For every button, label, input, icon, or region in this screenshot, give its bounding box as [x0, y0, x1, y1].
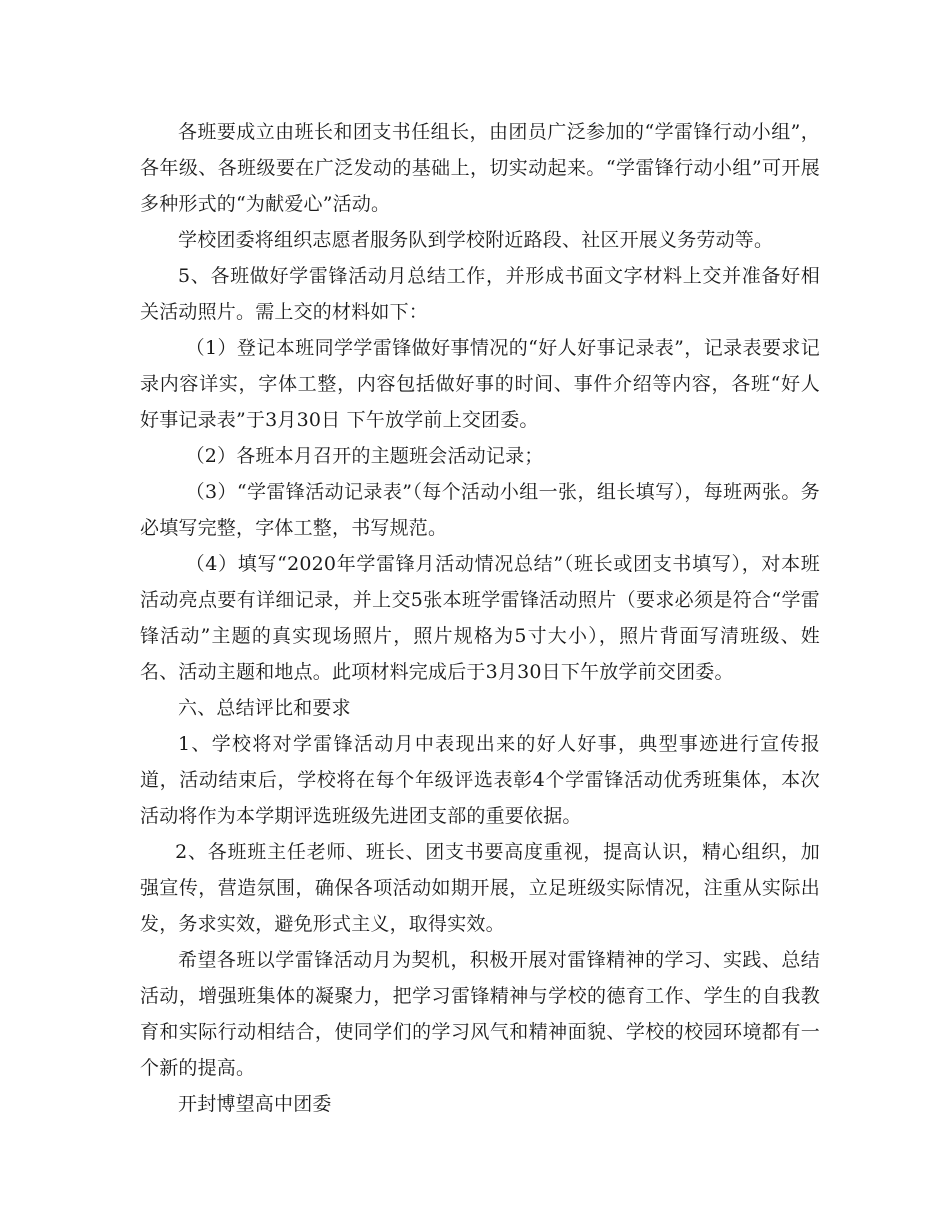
- document-body: [140, 114, 820, 1122]
- paragraph-subitem-4: （4）填写“2020年学雷锋月活动情况总结”（班长或团支书填写），对本班活动亮点要有详细记录，并上交5张本班学雷锋活动照片（要求必须是符合“学雷锋活动”主题的真实现场照片，照片规格为5寸大小），照片背面写清班级、姓名、活动主题和地点。此项材料完成后于3月30日下午放学前交团委。: [140, 553, 820, 683]
- paragraph-subitem-3: （3）“学雷锋活动记录表”（每个活动小组一张，组长填写），每班两张。务必填写完整，字体工整，书写规范。: [140, 481, 820, 539]
- paragraph-subitem-2: （2）各班本月召开的主题班会活动记录；: [185, 445, 544, 467]
- section-heading-six: 六、总结评比和要求: [178, 697, 351, 719]
- paragraph-closing-hope: 希望各班以学雷锋活动月为契机，积极开展对雷锋精神的学习、实践、总结活动，增强班集体的凝聚力，把学习雷锋精神与学校的德育工作、学生的自我教育和实际行动相结合，使同学们的学习风气和精神面貌、学校的校园环境都有一个新的提高。: [140, 949, 820, 1079]
- paragraph-volunteer-service: 学校团委将组织志愿者服务队到学校附近路段、社区开展义务劳动等。: [178, 229, 774, 251]
- paragraph-subitem-1: （1）登记本班同学学雷锋做好事情况的“好人好事记录表”，记录表要求记录内容详实，字体工整，内容包括做好事的时间、事件介绍等内容，各班“好人好事记录表”于3月30日 下午放学前上交团委。: [140, 337, 820, 431]
- signature-organization: 开封博望高中团委: [178, 1093, 332, 1115]
- paragraph-item-5-summary: 5、各班做好学雷锋活动月总结工作，并形成书面文字材料上交并准备好相关活动照片。需上交的材料如下：: [140, 265, 820, 323]
- paragraph-action-group: 各班要成立由班长和团支书任组长，由团员广泛参加的“学雷锋行动小组”，各年级、各班级要在广泛发动的基础上，切实动起来。“学雷锋行动小组”可开展多种形式的“为献爱心”活动。: [140, 121, 820, 215]
- paragraph-requirement-2: 2、各班班主任老师、班长、团支书要高度重视，提高认识，精心组织，加强宣传，营造氛围，确保各项活动如期开展，立足班级实际情况，注重从实际出发，务求实效，避免形式主义，取得实效。: [140, 841, 820, 935]
- paragraph-requirement-1: 1、学校将对学雷锋活动月中表现出来的好人好事，典型事迹进行宣传报道，活动结束后，学校将在每个年级评选表彰4个学雷锋活动优秀班集体，本次活动将作为本学期评选班级先进团支部的重要依据。: [140, 733, 820, 827]
